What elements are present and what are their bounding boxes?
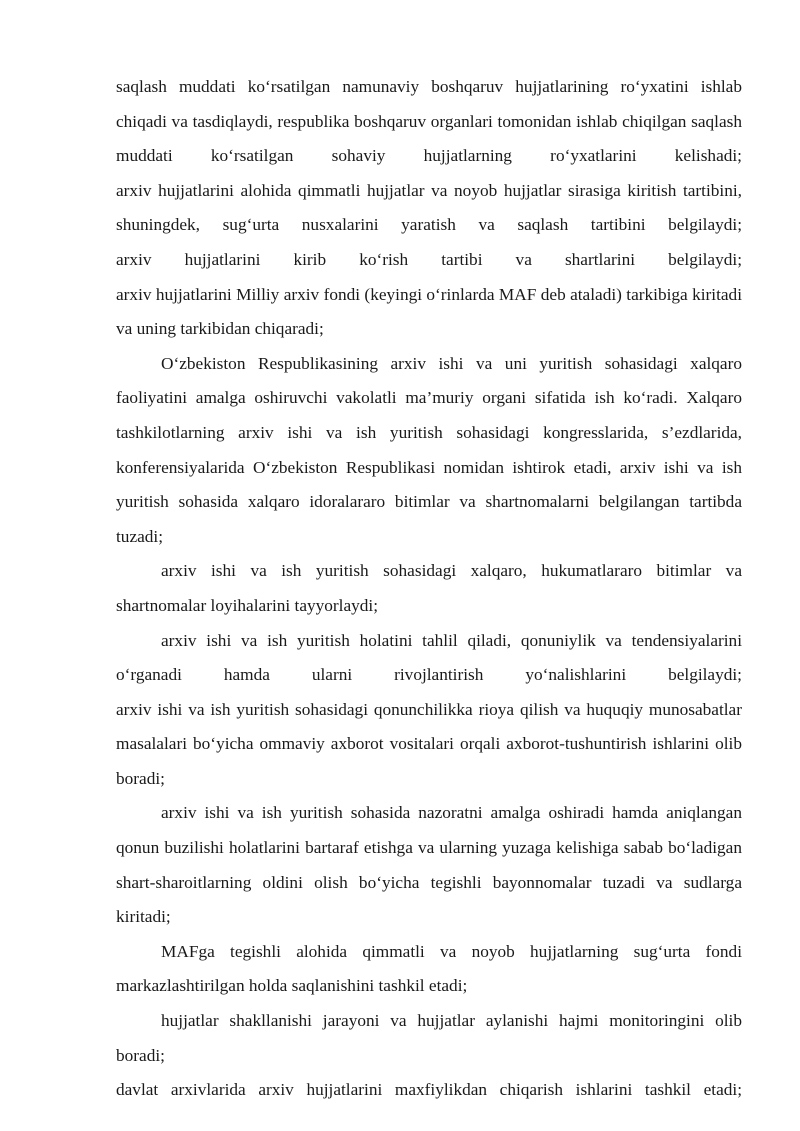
paragraph-2: arxiv hujjatlarini alohida qimmatli hujjatlar va noyob hujjatlar sirasiga kiritish tartibini, shuningdek, sug‘urta nusxalarini yaratish va saqlash tartibini belgilaydi;: [116, 180, 742, 235]
paragraph-12: davlat arxivlarida arxiv hujjatlarini maxfiylikdan chiqarish ishlarini tashkil etadi;: [116, 1080, 742, 1100]
paragraph-6: arxiv ishi va ish yuritish sohasidagi xalqaro, hukumatlararo bitimlar va shartnomalar loyihalarini tayyorlaydi;: [116, 561, 742, 615]
paragraph-4: arxiv hujjatlarini Milliy arxiv fondi (keyingi o‘rinlarda MAF deb ataladi) tarkibiga kiritadi va uning tarkibidan chiqaradi;: [116, 284, 742, 339]
paragraph-3: arxiv hujjatlarini kirib ko‘rish tartibi va shartlarini belgilaydi;: [116, 249, 742, 269]
paragraph-7: arxiv ishi va ish yuritish holatini tahlil qiladi, qonuniylik va tendensiyalarini o‘rganadi hamda ularni rivojlantirish yo‘nalishlarini belgilaydi;: [116, 630, 742, 685]
paragraph-5: O‘zbekiston Respublikasining arxiv ishi va uni yuritish sohasidagi xalqaro faoliyatini amalga oshiruvchi vakolatli ma’muriy organi sifatida ish ko‘radi. Xalqaro tashkilotlarning arxiv ishi va ish yuritish sohasidagi kongresslarida, s’ezdlarida, konferensiyalarida O‘zbekiston Respublikasi nomidan ishtirok etadi, arxiv ishi va ish yuritish sohasida xalqaro idoralararo bitimlar va shartnomalarni belgilangan tartibda tuzadi;: [116, 353, 742, 546]
paragraph-11: hujjatlar shakllanishi jarayoni va hujjatlar aylanishi hajmi monitoringini olib boradi;: [116, 1011, 742, 1065]
paragraph-1: saqlash muddati ko‘rsatilgan namunaviy boshqaruv hujjatlarining ro‘yxatini ishlab chiqadi va tasdiqlaydi, respublika boshqaruv organlari tomonidan ishlab chiqilgan saqlash muddati ko‘rsatilgan sohaviy hujjatlarning ro‘yxatlarini kelishadi;: [116, 77, 742, 166]
paragraph-8: arxiv ishi va ish yuritish sohasidagi qonunchilikka rioya qilish va huquqiy munosabatlar masalalari bo‘yicha ommaviy axborot vositalari orqali axborot-tushuntirish ishlarini olib boradi;: [116, 699, 742, 788]
paragraph-10: MAFga tegishli alohida qimmatli va noyob hujjatlarning sug‘urta fondi markazlashtirilgan holda saqlanishini tashkil etadi;: [116, 941, 742, 996]
document-page: [116, 70, 742, 1108]
paragraph-9: arxiv ishi va ish yuritish sohasida nazoratni amalga oshiradi hamda aniqlangan qonun buzilishi holatlarini bartaraf etishga va ularning yuzaga kelishiga sabab bo‘ladigan shart-sharoitlarning oldini olish bo‘yicha tegishli bayonnomalar tuzadi va sudlarga kiritadi;: [116, 803, 742, 927]
